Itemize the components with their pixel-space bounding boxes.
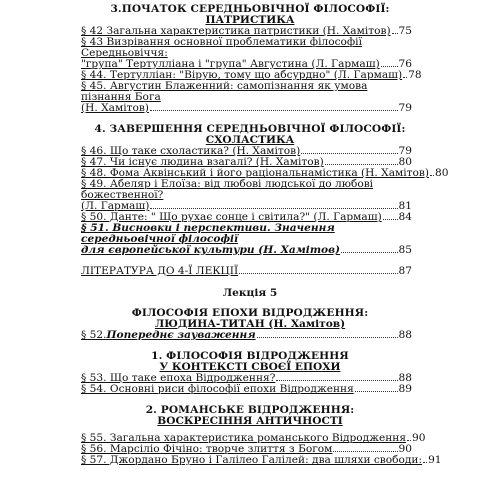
entry-text: § 54. Основні риси філософії епохи Відродження	[81, 383, 354, 395]
section-heading: 4. ЗАВЕРШЕННЯ СЕРЕДНЬОВІЧНОЇ ФІЛОСОФІЇ:	[94, 123, 406, 135]
entry-text: § 48. Фома Аквінський і його раціональнамістика (Н. Хамітов)	[81, 167, 429, 179]
toc-entry[interactable]	[81, 103, 412, 114]
toc-entry-line[interactable]: § 45. Августин Блаженний: самопізнання як умова пізнання Бога	[81, 80, 368, 103]
page-number: 89	[398, 383, 412, 395]
page-number: 88	[398, 372, 412, 384]
lecture-heading: ФІЛОСОФІЯ ЕПОХИ ВІДРОДЖЕННЯ:	[131, 307, 369, 319]
section-subheading: У КОНТЕКСТІ СВОЄЇ ЕПОХИ	[159, 361, 341, 373]
lecture-title: Лекція 5	[222, 287, 278, 299]
page-number: 80	[398, 156, 412, 168]
toc-entry[interactable]	[81, 330, 412, 341]
literature-entry[interactable]	[81, 266, 412, 277]
entry-text: § 55. Загальна характеристика романського Відродження	[81, 432, 407, 444]
toc-entry-line[interactable]: § 51. Висновки і перспективи. Значення середньовічної філософії	[81, 222, 335, 245]
page-number: 78	[408, 69, 422, 81]
page-number: 75	[398, 25, 412, 37]
entry-text: для європейської культури (Н. Хамітов)	[81, 244, 341, 256]
section-heading: 3.ПОЧАТОК СЕРЕДНЬОВІЧНОЇ ФІЛОСОФІЇ:	[110, 3, 390, 15]
entry-text: § 50. Данте: " Що рухає сонце і світила?" (Л. Гармаш)	[81, 211, 382, 223]
entry-text: § 57. Джордано Бруно і Галілео Галілей: два шляхи свободи:	[81, 454, 423, 466]
page-number: 90	[398, 443, 412, 455]
toc-entry-line[interactable]: § 43 Визрівання основної проблематики філософії Середньовіччя:	[81, 36, 362, 59]
entry-text: § 56. Марсіліо Фічіно: творче злиття з Богом	[81, 443, 333, 455]
section-heading: 2. РОМАНСЬКЕ ВІДРОДЖЕННЯ:	[145, 404, 355, 416]
entry-text: § 42 Загальна характеристика патристики (Н. Хамітов)	[81, 25, 391, 37]
entry-text: "група" Тертулліана і "група" Августина (Л. Гармаш)	[81, 58, 380, 70]
section-subheading: ПАТРИСТИКА	[205, 14, 295, 26]
page-number: 90	[412, 432, 426, 444]
toc-entry[interactable]	[81, 454, 442, 466]
entry-text: § 53. Що таке епоха Відродження?	[81, 372, 276, 384]
toc-entry-line[interactable]: § 49. Абеляр і Елоїза: від любові людської до любові божественної?	[81, 178, 374, 201]
section-subheading: СХОЛАСТИКА	[205, 134, 295, 146]
entry-prefix: § 52.	[81, 329, 107, 341]
page-number: 79	[398, 145, 412, 157]
toc-entry[interactable]	[81, 384, 412, 395]
page-number: 81	[398, 200, 412, 212]
page-number: 84	[398, 211, 412, 223]
page-number: 79	[398, 102, 412, 114]
toc-entry[interactable]	[81, 245, 412, 256]
entry-text: § 47. Чи існує людина взагалі? (Н. Хамітов)	[81, 156, 324, 168]
entry-text: § 46. Що таке схоластика? (Н. Хамітов)	[81, 145, 301, 157]
entry-text: (Н. Хамітов)	[81, 102, 149, 114]
page-number: 87	[398, 265, 412, 277]
section-subheading: ВОСКРЕСІННЯ АНТИЧНОСТІ	[157, 415, 343, 427]
page-number: 91	[428, 454, 442, 466]
literature-text: ЛІТЕРАТУРА ДО 4-Ї ЛЕКЦІЇ	[81, 265, 239, 277]
entry-text: § 44. Тертулліан: "Вірую, тому що абсурдно" (Л. Гармаш)	[81, 69, 403, 81]
page-number: 88	[398, 329, 412, 341]
lecture-subheading: ЛЮДИНА-ТИТАН (Н. Хамітов)	[154, 318, 346, 330]
page-number: 85	[398, 244, 412, 256]
section-heading: 1. ФІЛОСОФІЯ ВІДРОДЖЕННЯ	[151, 350, 349, 362]
page-number: 80	[434, 167, 449, 179]
page-number: 76	[398, 58, 412, 70]
entry-text: (Л. Гармаш)	[81, 200, 150, 212]
entry-text: Попереднє зауваження	[106, 329, 256, 341]
